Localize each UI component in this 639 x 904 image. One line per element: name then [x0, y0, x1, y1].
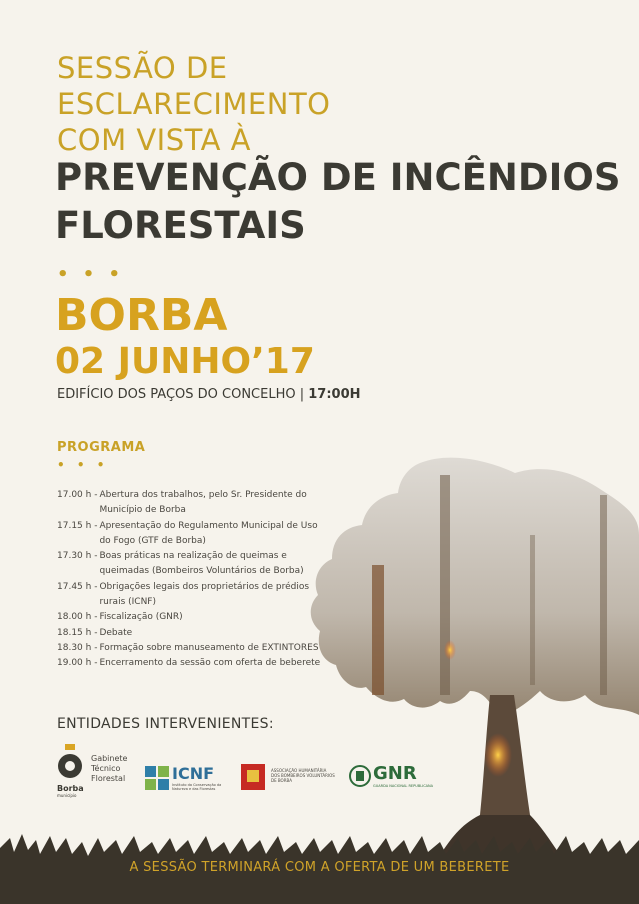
gnr-name: GNR: [373, 763, 417, 784]
icnf-sub: Instituto da Conservação da Natureza e das Florestas: [172, 783, 222, 791]
item-time: 18.00 h -: [57, 612, 98, 623]
gnr-crest-icon: [349, 764, 371, 788]
item-time: 19.00 h -: [57, 658, 98, 669]
bombeiros-label: [271, 768, 361, 783]
subtitle: [57, 50, 331, 158]
list-item: [57, 626, 327, 641]
event-date: 02 JUNHO’17: [55, 341, 315, 382]
icnf-name: ICNF: [172, 764, 215, 783]
gtf-label: [91, 754, 127, 784]
event-time: 17:00H: [308, 387, 361, 402]
venue-name: EDIFÍCIO DOS PAÇOS DO CONCELHO |: [57, 387, 305, 402]
item-text: Boas práticas na realização de queimas e queimadas (Bombeiros Voluntários de Borba): [99, 551, 304, 577]
list-item: [57, 488, 327, 519]
gnr-sub: GUARDA NACIONAL REPUBLICANA: [373, 784, 434, 788]
program-list: [57, 488, 327, 672]
item-text: Obrigações legais dos proprietários de prédios rurais (ICNF): [99, 581, 310, 608]
subtitle-line: SESSÃO DE: [57, 51, 228, 85]
event-place: BORBA: [55, 290, 228, 341]
item-text: Encerramento da sessão com oferta de beberete: [99, 658, 321, 669]
list-item: [57, 549, 327, 580]
borba-emblem-icon: [57, 744, 83, 782]
list-item: [57, 519, 327, 550]
entities-title: ENTIDADES INTERVENIENTES:: [57, 716, 274, 732]
item-text: Fiscalização (GNR): [99, 612, 183, 623]
gtf-line: Gabinete: [91, 754, 128, 763]
list-item: [57, 656, 327, 671]
subtitle-line: ESCLARECIMENTO: [57, 87, 331, 121]
main-title-line: PREVENÇÃO DE INCÊNDIOS: [55, 156, 621, 199]
dots-divider: • • •: [57, 264, 125, 285]
main-title: [55, 154, 620, 250]
item-time: 17.15 h -: [57, 520, 98, 531]
subtitle-line: COM VISTA À: [57, 123, 251, 157]
item-text: Apresentação do Regulamento Municipal de Uso do Fogo (GTF de Borba): [99, 520, 318, 546]
event-venue: [57, 387, 361, 402]
item-time: 18.15 h -: [57, 627, 98, 638]
grass-silhouette: [0, 808, 639, 904]
partner-logos: [57, 744, 457, 804]
borba-name: Borba: [57, 784, 84, 793]
bombeiros-line: ASSOCIAÇÃO HUMANITÁRIA: [271, 768, 327, 773]
borba-sub: município: [57, 793, 77, 798]
list-item: [57, 580, 327, 611]
list-item: [57, 641, 327, 656]
item-text: Debate: [99, 627, 133, 638]
program-dots: • • •: [57, 458, 109, 472]
item-text: Formação sobre manuseamento de EXTINTORES: [99, 642, 319, 653]
list-item: [57, 610, 327, 625]
item-text: Abertura dos trabalhos, pelo Sr. Presidente do Município de Borba: [99, 490, 307, 516]
bombeiros-line: DOS BOMBEIROS VOLUNTÁRIOS: [271, 773, 335, 778]
item-time: 18.30 h -: [57, 642, 98, 653]
gtf-line: Técnico: [91, 764, 121, 773]
item-time: 17.30 h -: [57, 551, 98, 562]
borba-logo: [57, 744, 85, 798]
bombeiros-crest-icon: [241, 764, 265, 790]
icnf-emblem-icon: [145, 766, 169, 790]
item-time: 17.00 h -: [57, 490, 98, 500]
item-time: 17.45 h -: [57, 581, 98, 592]
main-title-line: FLORESTAIS: [55, 204, 306, 247]
bombeiros-line: DE BORBA: [271, 778, 292, 783]
gtf-line: Florestal: [91, 774, 126, 783]
footer-message: A SESSÃO TERMINARÁ COM A OFERTA DE UM BEBERETE: [129, 860, 510, 875]
program-title: PROGRAMA: [57, 440, 146, 455]
